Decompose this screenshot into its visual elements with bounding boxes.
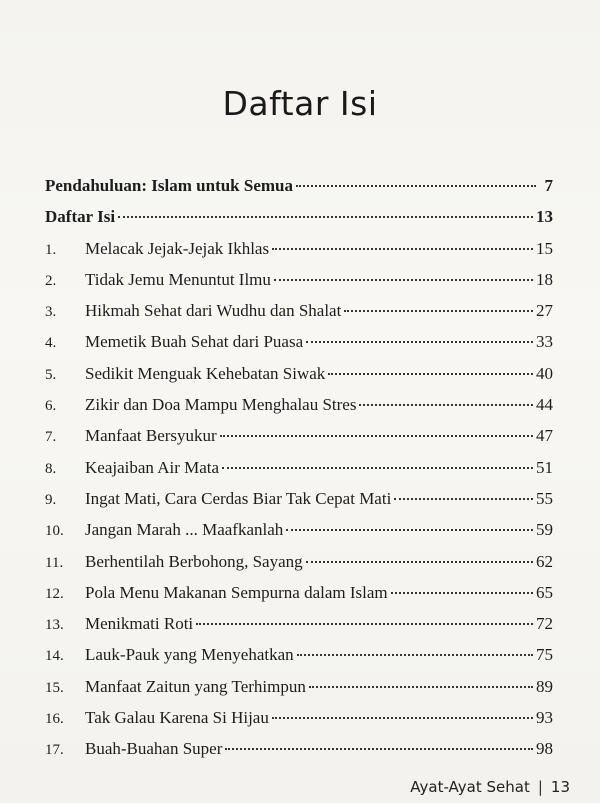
toc-entry-page: 47 xyxy=(536,426,553,446)
toc-entry-page: 15 xyxy=(536,238,553,258)
toc-entry-title: Ingat Mati, Cara Cerdas Biar Tak Cepat Mati xyxy=(85,488,392,508)
toc-dot-leader xyxy=(394,498,533,500)
toc-dot-leader xyxy=(274,279,533,281)
toc-entry-title: Keajaiban Air Mata xyxy=(85,457,220,477)
toc-entry xyxy=(45,614,553,645)
toc-entry-title: Manfaat Bersyukur xyxy=(85,426,217,446)
toc-entry-title: Zikir dan Doa Mampu Menghalau Stres xyxy=(85,395,357,415)
toc-entry-number: 3. xyxy=(45,304,57,321)
toc-dot-leader xyxy=(220,435,533,437)
toc-entry-title: Buah-Buahan Super xyxy=(85,739,223,759)
toc-entry-title: Melacak Jejak-Jejak Ikhlas xyxy=(85,238,270,258)
toc-entry xyxy=(45,645,553,676)
footer-book-title: Ayat-Ayat Sehat xyxy=(410,778,530,796)
toc-dot-leader xyxy=(272,717,533,719)
toc-dot-leader xyxy=(309,686,533,688)
toc-entry-page: 33 xyxy=(536,332,553,352)
toc-entry-page: 62 xyxy=(536,551,553,571)
toc-entry-number: 7. xyxy=(45,429,57,446)
toc-dot-leader xyxy=(344,310,533,312)
toc-entry-number: 16. xyxy=(45,711,64,728)
toc-entry-number: 11. xyxy=(45,554,64,571)
toc-entry-title: Pendahuluan: Islam untuk Semua xyxy=(45,176,294,195)
toc-entry-number: 4. xyxy=(45,335,57,352)
toc-dot-leader xyxy=(118,216,533,218)
toc-entry-number: 8. xyxy=(45,460,57,477)
toc-entry-title: Menikmati Roti xyxy=(85,614,194,634)
toc-entry-page: 51 xyxy=(536,457,553,477)
toc-entry-number: 12. xyxy=(45,585,64,602)
toc-entry-title: Lauk-Pauk yang Menyehatkan xyxy=(85,645,294,665)
toc-entry-title: Daftar Isi xyxy=(45,207,116,227)
toc-entry-page: 44 xyxy=(536,395,553,415)
toc-entry-title: Manfaat Zaitun yang Terhimpun xyxy=(85,676,306,696)
toc-entry-number: 2. xyxy=(45,272,57,289)
toc-entry-title: Sedikit Menguak Kehebatan Siwak xyxy=(85,363,326,383)
toc-entry-page: 72 xyxy=(536,614,553,634)
toc-entry-page: 89 xyxy=(536,676,553,696)
toc-dot-leader xyxy=(225,748,533,750)
toc-entry-number: 9. xyxy=(45,491,57,508)
toc-entry xyxy=(45,364,553,395)
toc-entry xyxy=(45,395,553,426)
toc-entry-number: 10. xyxy=(45,523,64,540)
toc-dot-leader xyxy=(296,185,536,187)
toc-entry-page: 65 xyxy=(536,582,553,602)
toc-entry xyxy=(45,708,553,739)
toc-entry-page: 59 xyxy=(536,520,553,540)
toc-entry xyxy=(45,520,553,551)
toc-entry-page: 40 xyxy=(536,363,553,383)
page-title: Daftar Isi xyxy=(222,84,378,123)
toc-entry-title: Pola Menu Makanan Sempurna dalam Islam xyxy=(85,582,388,602)
toc-entry xyxy=(45,239,553,270)
toc-entry-page: 93 xyxy=(536,708,553,728)
toc-entry-number: 14. xyxy=(45,648,64,665)
toc-entry xyxy=(45,301,553,332)
toc-entry xyxy=(45,583,553,614)
toc-entry-page: 75 xyxy=(536,645,553,665)
toc-entry-number: 1. xyxy=(45,241,57,258)
toc-entry-page: 13 xyxy=(536,207,553,227)
toc-entry-title: Berhentilah Berbohong, Sayang xyxy=(85,551,303,571)
toc-entry-number: 15. xyxy=(45,679,64,696)
toc-dot-leader xyxy=(359,404,533,406)
toc-dot-leader xyxy=(328,373,533,375)
toc-entry-number: 17. xyxy=(45,742,64,759)
toc-entry-title: Hikmah Sehat dari Wudhu dan Shalat xyxy=(85,301,342,321)
toc-entry xyxy=(45,739,553,770)
table-of-contents xyxy=(45,176,553,771)
toc-dot-leader xyxy=(222,467,533,469)
toc-dot-leader xyxy=(391,592,533,594)
toc-entry xyxy=(45,458,553,489)
toc-entry-number: 5. xyxy=(45,366,57,383)
footer-page-number: 13 xyxy=(550,778,570,796)
toc-entry-number: 13. xyxy=(45,617,64,634)
page-footer xyxy=(410,778,570,796)
footer-separator: | xyxy=(537,778,543,796)
toc-dot-leader xyxy=(272,248,533,250)
toc-entry xyxy=(45,270,553,301)
toc-entry xyxy=(45,207,553,238)
toc-entry-title: Jangan Marah ... Maafkanlah xyxy=(85,520,284,540)
toc-dot-leader xyxy=(196,623,533,625)
toc-entry-page: 55 xyxy=(536,488,553,508)
toc-entry-page: 7 xyxy=(544,176,553,195)
toc-entry-page: 98 xyxy=(536,739,553,759)
toc-entry-page: 27 xyxy=(536,301,553,321)
toc-dot-leader xyxy=(297,654,533,656)
toc-entry xyxy=(45,176,553,207)
toc-entry-title: Memetik Buah Sehat dari Puasa xyxy=(85,332,304,352)
toc-entry-page: 18 xyxy=(536,269,553,289)
toc-entry-title: Tak Galau Karena Si Hijau xyxy=(85,708,269,728)
toc-entry xyxy=(45,332,553,363)
toc-entry xyxy=(45,677,553,708)
toc-entry-number: 6. xyxy=(45,398,57,415)
toc-dot-leader xyxy=(306,341,533,343)
toc-entry xyxy=(45,552,553,583)
toc-dot-leader xyxy=(286,529,533,531)
toc-entry xyxy=(45,426,553,457)
toc-entry-title: Tidak Jemu Menuntut Ilmu xyxy=(85,269,271,289)
toc-dot-leader xyxy=(306,561,533,563)
toc-entry xyxy=(45,489,553,520)
